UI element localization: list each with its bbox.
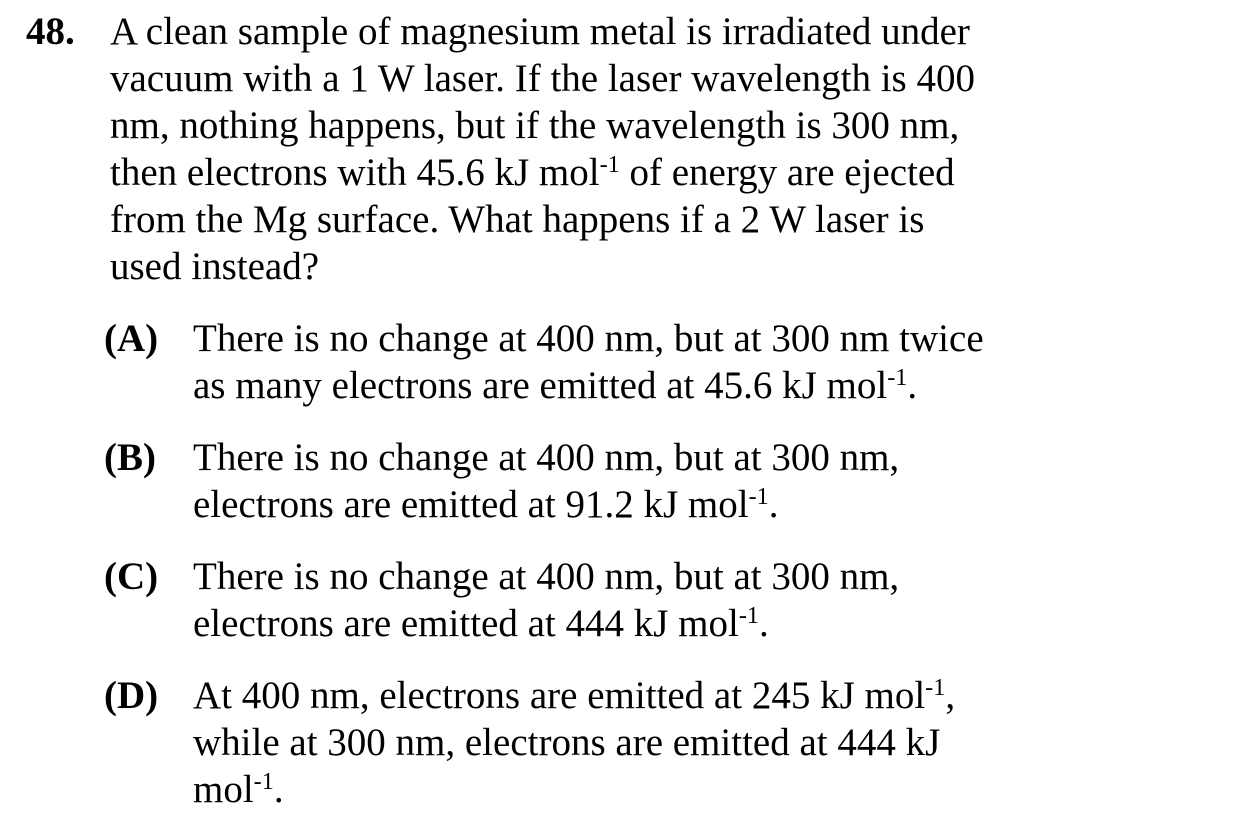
stem-line: A clean sample of magnesium metal is irradiated under: [110, 10, 970, 53]
option-letter: (C): [104, 555, 159, 598]
stem-line: nm, nothing happens, but if the wavelength is 300 nm,: [110, 104, 960, 147]
question-number: 48.: [26, 10, 75, 53]
option-text: At 400 nm, electrons are emitted at 245 kJ mol$^{-1}$, while at 300 nm, electrons are emitted at 444 kJ mol$^{-1}$.: [193, 673, 956, 811]
superscript-exponent: -1: [738, 601, 759, 629]
stem-line: vacuum with a 1 W laser. If the laser wavelength is 400: [110, 57, 975, 100]
superscript-exponent: -1: [253, 767, 274, 795]
superscript-exponent: -1: [887, 363, 908, 391]
superscript-exponent: -1: [925, 673, 946, 701]
superscript-exponent: -1: [599, 150, 620, 178]
question-stem: [110, 8, 1070, 290]
superscript-exponent: -1: [748, 482, 769, 510]
option-text: There is no change at 400 nm, but at 300 nm, electrons are emitted at 444 kJ mol$^{-1}$.: [193, 555, 900, 645]
stem-line: used instead?: [110, 245, 320, 288]
option-letter: (B): [104, 436, 156, 479]
stem-line: then electrons with 45.6 kJ mol$^{-1}$ of energy are ejected: [110, 150, 955, 194]
option-letter: (A): [104, 317, 159, 360]
option-text: There is no change at 400 nm, but at 300 nm twice as many electrons are emitted at 45.6 kJ mol$^{-1}$.: [193, 317, 984, 407]
option-letter: (D): [104, 674, 159, 717]
stem-line: from the Mg surface. What happens if a 2 W laser is: [110, 198, 925, 241]
option-text: There is no change at 400 nm, but at 300 nm, electrons are emitted at 91.2 kJ mol$^{-1}$.: [193, 436, 900, 526]
